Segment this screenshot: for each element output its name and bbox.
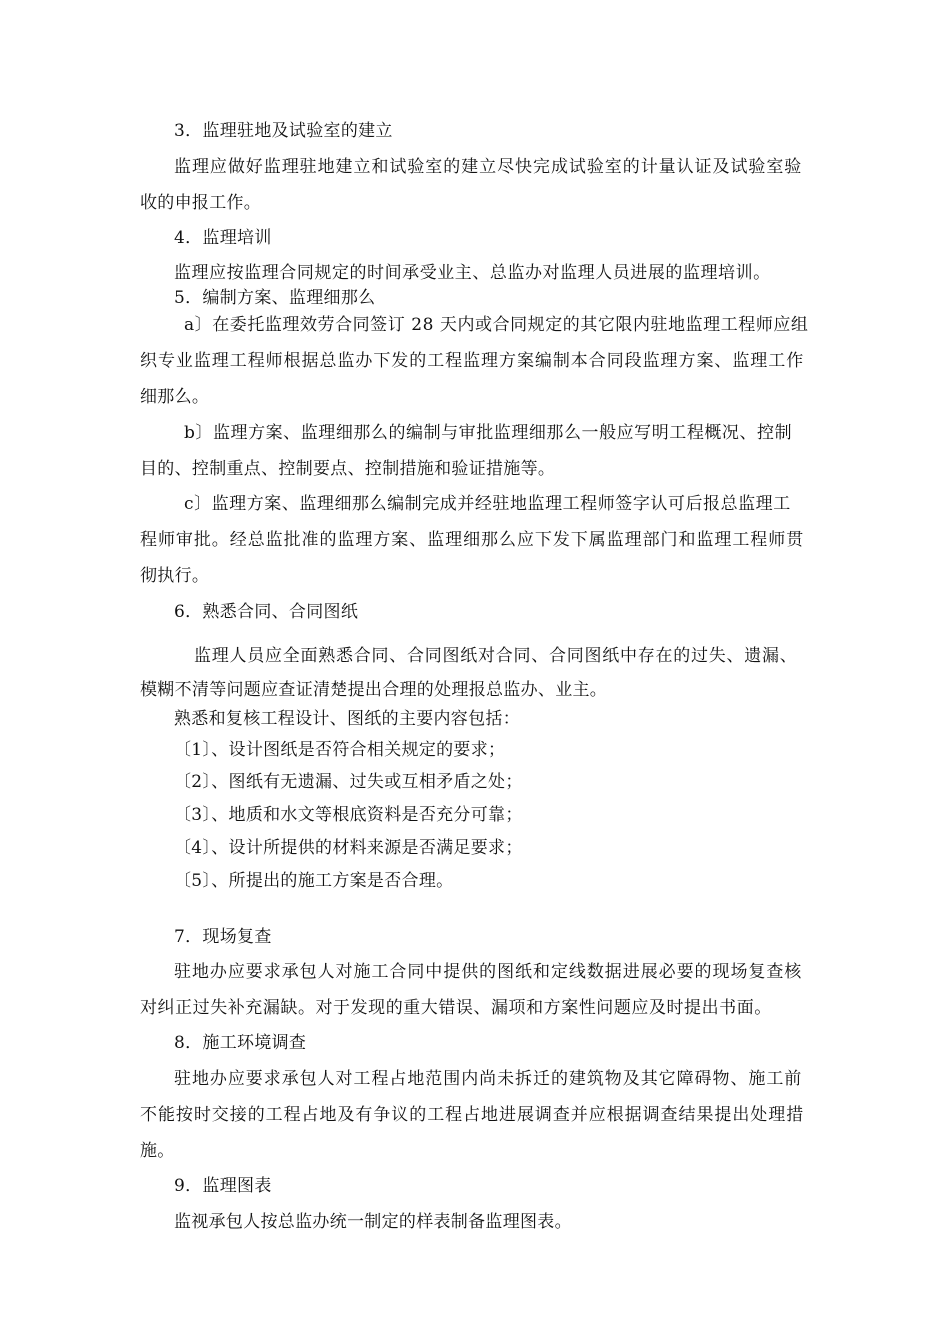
paragraph-line: 监理应按监理合同规定的时间承受业主、总监办对监理人员进展的监理培训。 bbox=[174, 263, 771, 283]
section-heading: 8．施工环境调查 bbox=[174, 1033, 307, 1053]
paragraph-line: 目的、控制重点、控制要点、控制措施和验证措施等。 bbox=[140, 459, 556, 479]
paragraph-line: 彻执行。 bbox=[140, 566, 210, 586]
paragraph-line: 收的申报工作。 bbox=[140, 193, 262, 213]
paragraph-line: 施。 bbox=[140, 1141, 175, 1161]
paragraph-line: 监视承包人按总监办统一制定的样表制备监理图表。 bbox=[174, 1212, 572, 1232]
paragraph-line: 驻地办应要求承包人对工程占地范围内尚未拆迁的建筑物及其它障碍物、施工前 bbox=[174, 1069, 803, 1089]
section-heading: 9．监理图表 bbox=[174, 1176, 272, 1196]
section-heading: 3．监理驻地及试验室的建立 bbox=[174, 121, 393, 141]
section-heading: 7．现场复查 bbox=[174, 927, 272, 947]
paragraph-line: 熟悉和复核工程设计、图纸的主要内容包括： bbox=[174, 709, 520, 729]
paragraph-line: 不能按时交接的工程占地及有争议的工程占地进展调查并应根据调查结果提出处理措 bbox=[140, 1105, 805, 1125]
paragraph-line: 细那么。 bbox=[140, 387, 210, 407]
paragraph-line: 驻地办应要求承包人对施工合同中提供的图纸和定线数据进展必要的现场复查核 bbox=[174, 962, 803, 982]
paragraph-line: b〕监理方案、监理细那么的编制与审批监理细那么一般应写明工程概况、控制 bbox=[184, 423, 793, 443]
list-item: 〔1〕、设计图纸是否符合相关规定的要求； bbox=[174, 740, 506, 760]
paragraph-line: 对纠正过失补充漏缺。对于发现的重大错误、漏项和方案性问题应及时提出书面。 bbox=[140, 998, 772, 1018]
list-item: 〔4〕、设计所提供的材料来源是否满足要求； bbox=[174, 838, 523, 858]
section-heading: 4．监理培训 bbox=[174, 228, 272, 248]
paragraph-line: 监理人员应全面熟悉合同、合同图纸对合同、合同图纸中存在的过失、遗漏、 bbox=[194, 646, 798, 666]
paragraph-line: 监理应做好监理驻地建立和试验室的建立尽快完成试验室的计量认证及试验室验 bbox=[174, 157, 803, 177]
list-item: 〔3〕、地质和水文等根底资料是否充分可靠； bbox=[174, 805, 523, 825]
list-item: 〔5〕、所提出的施工方案是否合理。 bbox=[174, 871, 454, 891]
paragraph-line: c〕监理方案、监理细那么编制完成并经驻地监理工程师签字认可后报总监理工 bbox=[184, 494, 791, 514]
section-heading: 6．熟悉合同、合同图纸 bbox=[174, 602, 359, 622]
list-item: 〔2〕、图纸有无遗漏、过失或互相矛盾之处； bbox=[174, 772, 523, 792]
paragraph-line: a〕在委托监理效劳合同签订 28 天内或合同规定的其它限内驻地监理工程师应组 bbox=[184, 315, 809, 335]
paragraph-line: 程师审批。经总监批准的监理方案、监理细那么应下发下属监理部门和监理工程师贯 bbox=[140, 530, 805, 550]
paragraph-line: 织专业监理工程师根据总监办下发的工程监理方案编制本合同段监理方案、监理工作 bbox=[140, 351, 805, 371]
paragraph-line: 模糊不清等问题应查证清楚提出合理的处理报总监办、业主。 bbox=[140, 680, 608, 700]
section-heading: 5．编制方案、监理细那么 bbox=[174, 288, 376, 308]
